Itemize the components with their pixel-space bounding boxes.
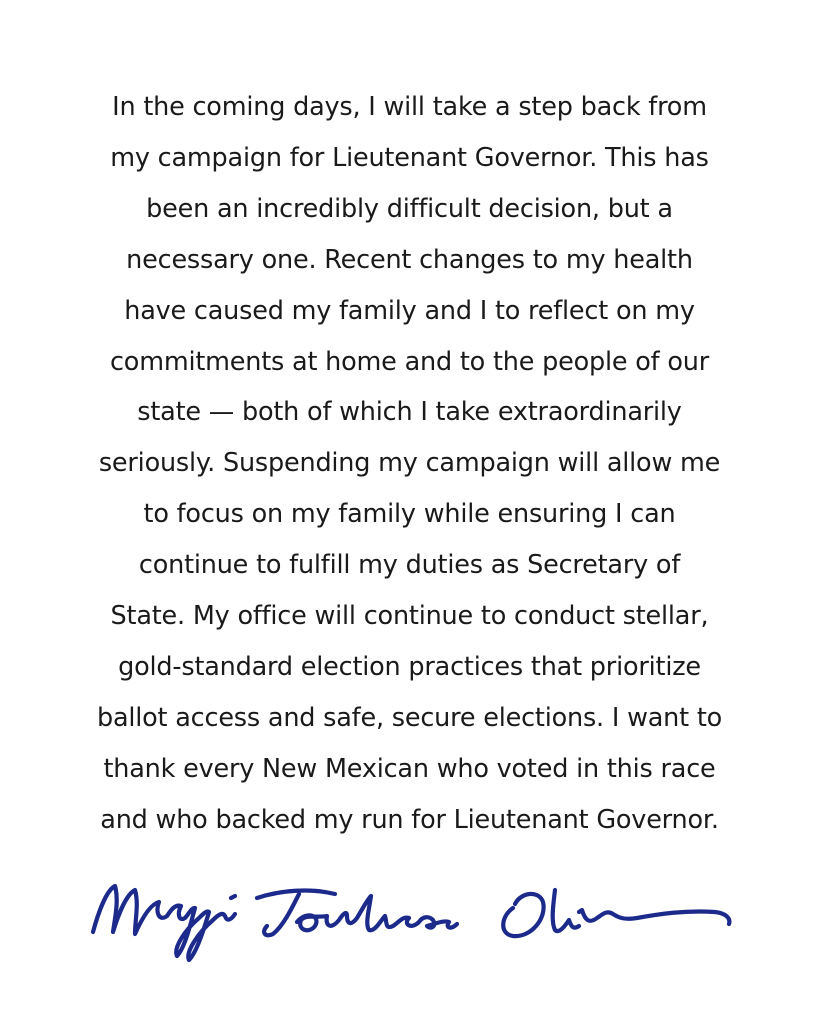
statement-line: my campaign for Lieutenant Governor. This has	[110, 142, 709, 173]
statement-line: gold-standard election practices that prioritize	[118, 651, 701, 682]
handwritten-signature	[85, 860, 745, 970]
statement-line: continue to fulfill my duties as Secretary of	[138, 550, 681, 581]
statement-line: and who backed my run for Lieutenant Governor.	[100, 804, 719, 835]
statement-line: commitments at home and to the people of our	[109, 346, 709, 377]
statement-line: ballot access and safe, secure elections. I want to	[96, 702, 723, 733]
statement-line: been an incredibly difficult decision, but a	[146, 193, 673, 224]
statement-line: state — both of which I take extraordinarily	[137, 397, 682, 428]
statement-line: have caused my family and I to reflect on my	[124, 295, 695, 326]
statement-line: to focus on my family while ensuring I can	[143, 499, 676, 530]
statement-line: necessary one. Recent changes to my health	[126, 244, 693, 275]
statement-line: State. My office will continue to conduct stellar,	[110, 601, 709, 632]
statement-line: In the coming days, I will take a step back from	[112, 92, 707, 122]
statement-line: seriously. Suspending my campaign will allow me	[98, 448, 721, 479]
statement-text	[40, 82, 779, 846]
statement-line: thank every New Mexican who voted in this race	[103, 753, 716, 784]
